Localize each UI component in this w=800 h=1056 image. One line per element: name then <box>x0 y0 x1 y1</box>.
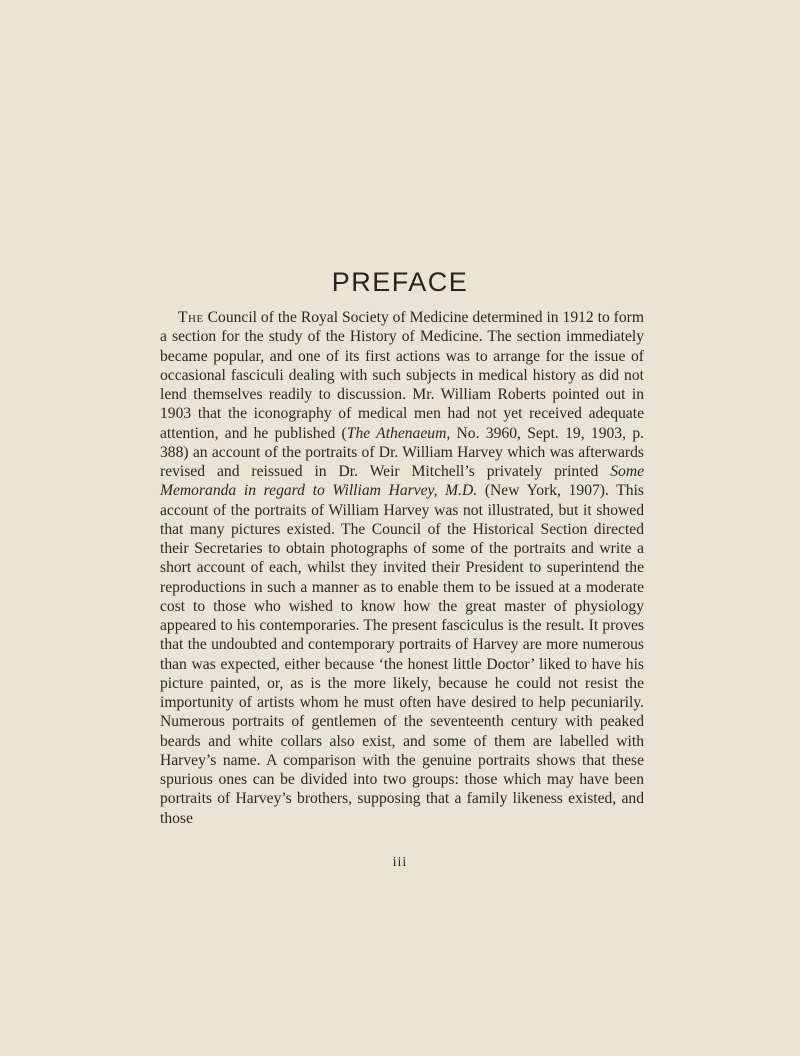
preface-paragraph <box>160 308 644 828</box>
opening-word: The <box>178 309 204 326</box>
paragraph-text-part3: (New York, 1907). This account of the portraits of William Harvey was not illustrated, but it showed that many pictures existed. The Council of the Historical Section directed their Secretaries to obtain photographs of some of the portraits and write a short account of each, whilst they invited their President to superintend the reproductions in such a manner as to enable them to be issued at a moderate cost to those who wished to know how the great master of physiology appeared to his contemporaries. The present fasciculus is the result. It proves that the undoubted and contemporary portraits of Harvey are more numerous than was expected, either because ‘the honest little Doctor’ liked to have his picture painted, or, as is the more likely, because he could not resist the importunity of artists whom he must often have desired to help pecuniarily. Numerous portraits of gentlemen of the seventeenth century with peaked beards and white collars also exist, and some of them are labelled with Harvey’s name. A comparison with the genuine portraits shows that these spurious ones can be divided into two groups: those which may have been portraits of Harvey’s brothers, supposing that a family likeness existed, and those <box>160 482 644 827</box>
paragraph-text-part1: Council of the Royal Society of Medicine determined in 1912 to form a section for the study of the History of Medicine. The section immediately became popular, and one of its first actions was to arrange for the issue of occasional fasciculi dealing with such subjects in medical history as did not lend themselves readily to discussion. Mr. William Roberts pointed out in 1903 that the iconography of medical men had not yet received adequate attention, and he published ( <box>160 309 644 442</box>
paragraph-text-part2: No. 3960, Sept. 19, 1903, p. 388) an account of the portraits of Dr. William Harvey which was afterwards revised and reissued in Dr. Weir Mitchell’s privately printed <box>160 424 645 480</box>
preface-body <box>160 308 644 828</box>
citation-memoranda: Some Memoranda in regard to William Harvey, M.D. <box>160 463 644 500</box>
citation-athenaeum: The Athenaeum, <box>346 424 451 442</box>
page-number: iii <box>392 855 408 870</box>
page-title: PREFACE <box>331 267 469 297</box>
